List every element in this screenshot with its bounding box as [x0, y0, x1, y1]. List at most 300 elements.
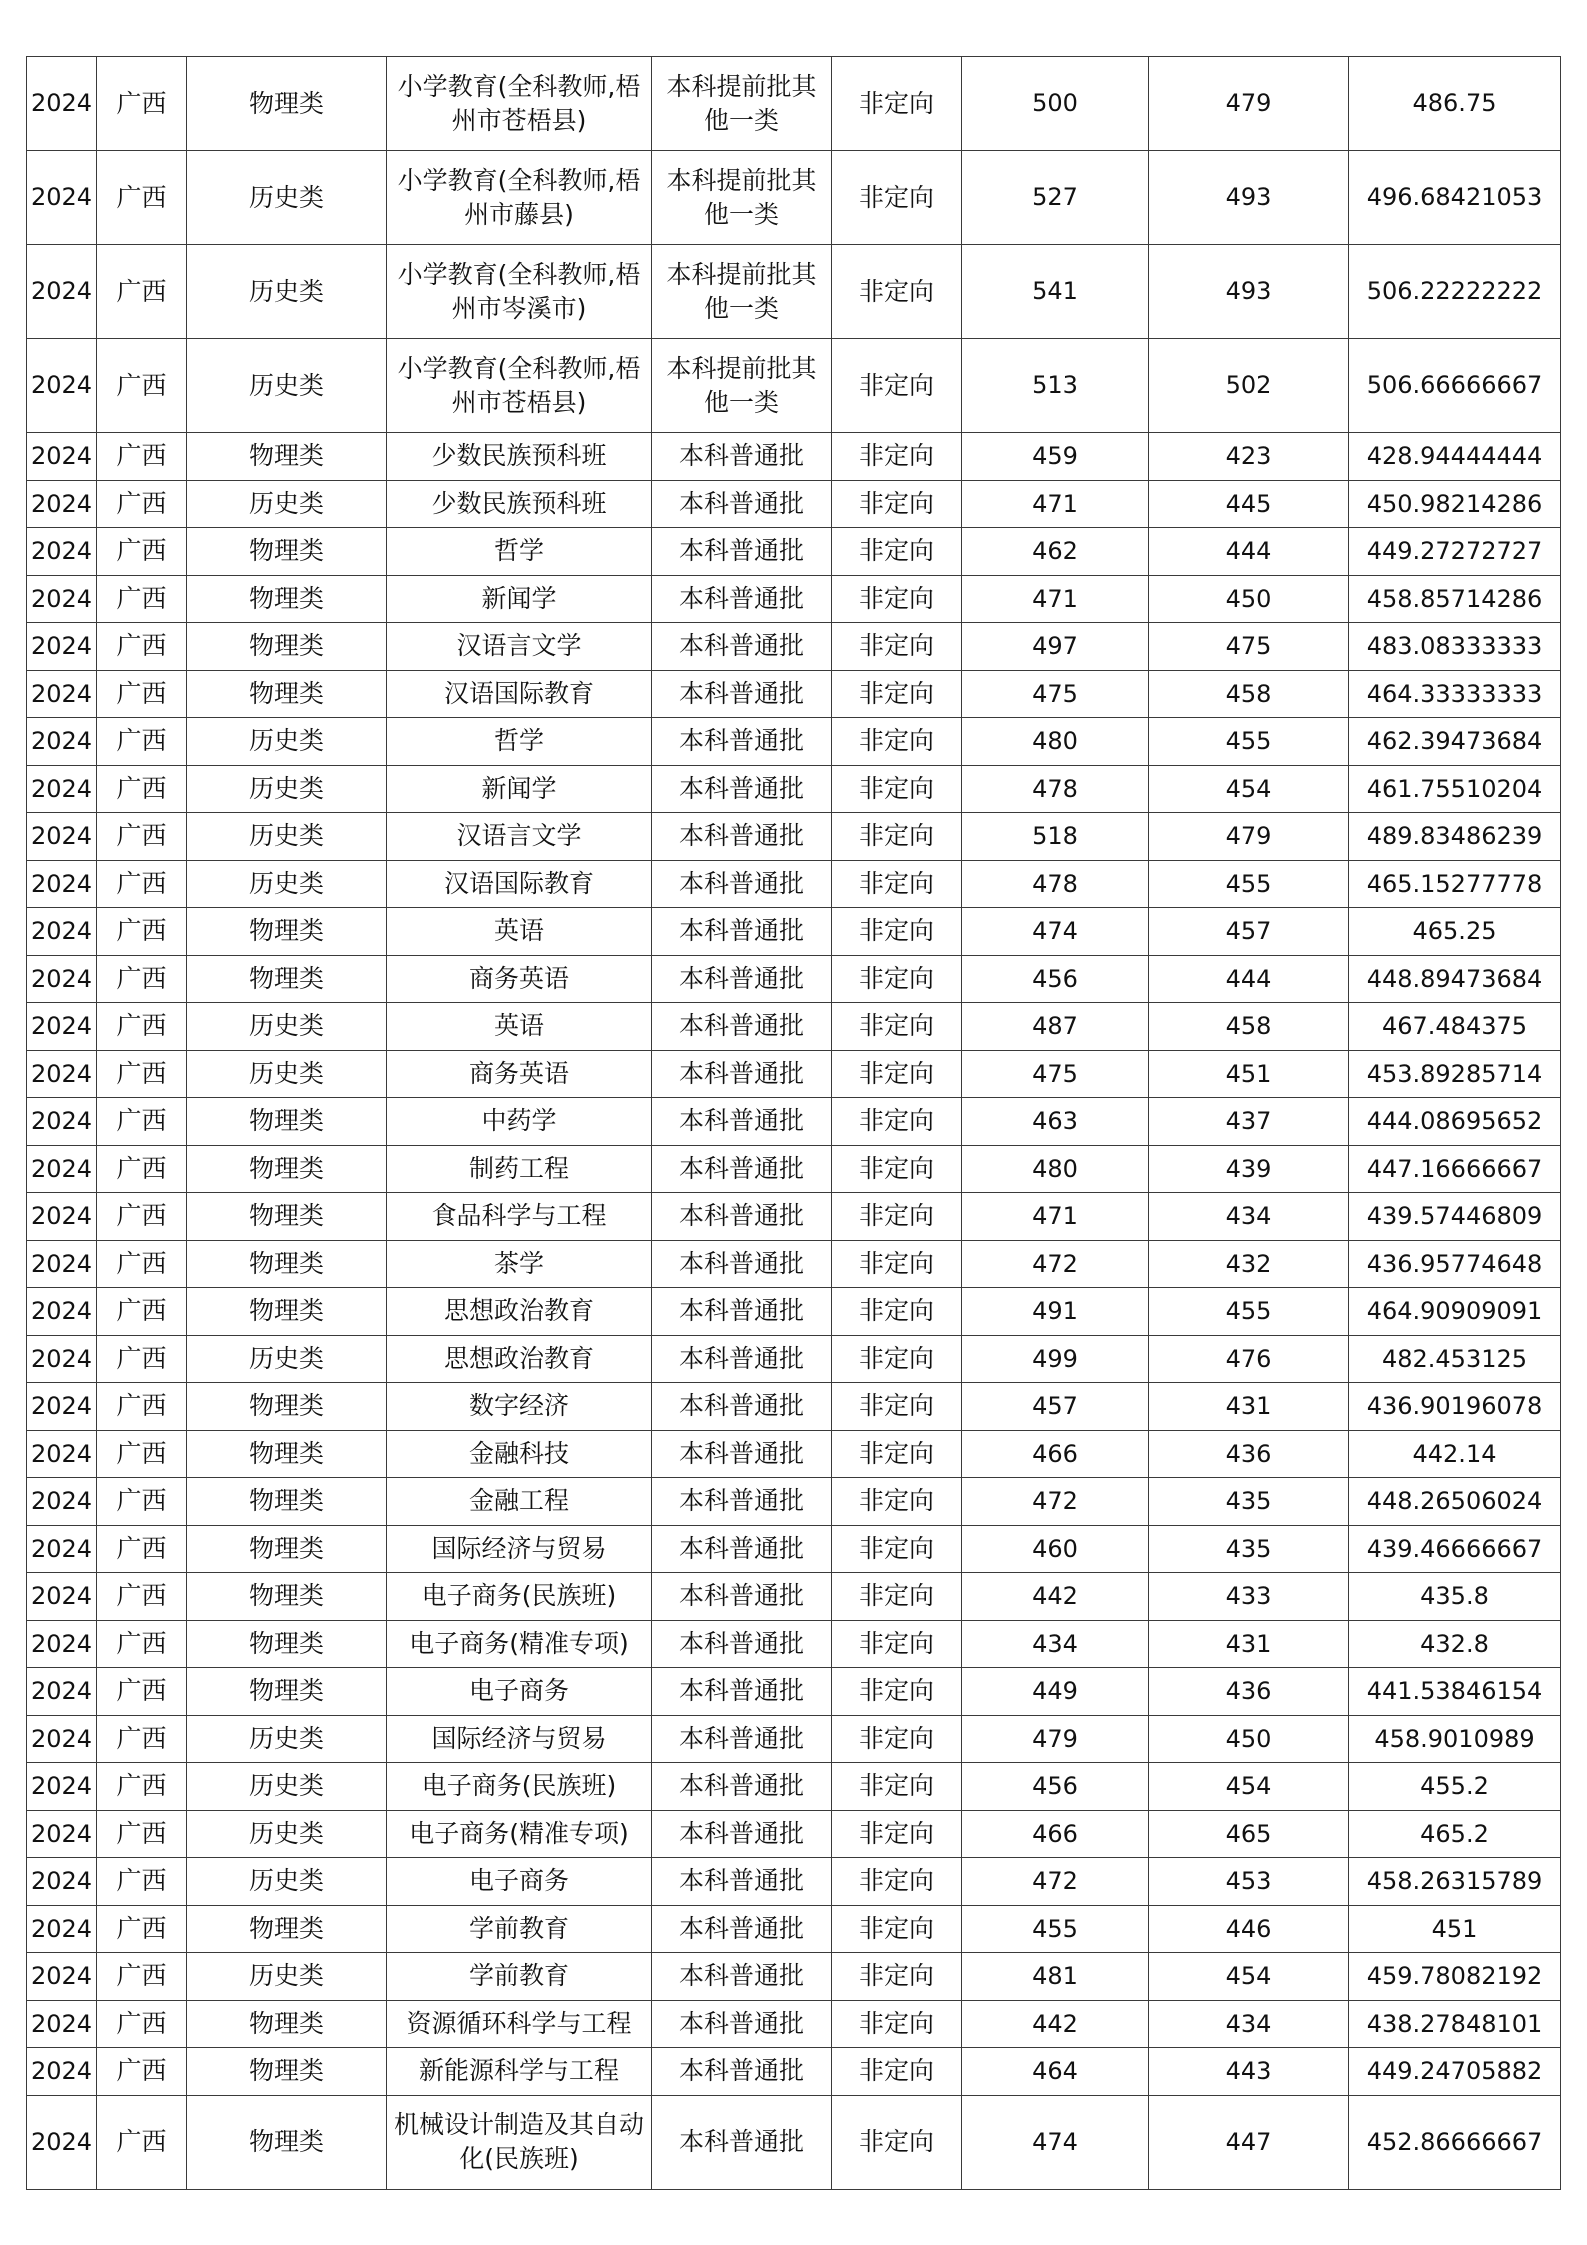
subject-category-cell: 历史类	[187, 1003, 387, 1051]
max-score-cell: 457	[962, 1383, 1149, 1431]
table-row	[27, 955, 1561, 1003]
avg-score-cell: 448.89473684	[1349, 955, 1561, 1003]
max-score-cell: 472	[962, 1478, 1149, 1526]
enrollment-type-cell: 非定向	[832, 2095, 962, 2189]
province-cell: 广西	[97, 718, 187, 766]
min-score-cell: 433	[1149, 1573, 1349, 1621]
major-cell: 新闻学	[387, 575, 652, 623]
avg-score-cell: 436.95774648	[1349, 1240, 1561, 1288]
table-row	[27, 1050, 1561, 1098]
min-score-cell: 437	[1149, 1098, 1349, 1146]
year-cell: 2024	[27, 1715, 97, 1763]
year-cell: 2024	[27, 480, 97, 528]
table-row	[27, 813, 1561, 861]
batch-cell: 本科普通批	[652, 1953, 832, 2001]
batch-cell: 本科普通批	[652, 1715, 832, 1763]
enrollment-type-cell: 非定向	[832, 1240, 962, 1288]
province-cell: 广西	[97, 151, 187, 245]
table-row	[27, 1763, 1561, 1811]
table-row	[27, 57, 1561, 151]
subject-category-cell: 历史类	[187, 813, 387, 861]
enrollment-type-cell: 非定向	[832, 1335, 962, 1383]
table-row	[27, 1098, 1561, 1146]
table-row	[27, 1383, 1561, 1431]
avg-score-cell: 482.453125	[1349, 1335, 1561, 1383]
min-score-cell: 435	[1149, 1525, 1349, 1573]
province-cell: 广西	[97, 2000, 187, 2048]
max-score-cell: 497	[962, 623, 1149, 671]
province-cell: 广西	[97, 765, 187, 813]
min-score-cell: 458	[1149, 1003, 1349, 1051]
major-cell: 英语	[387, 908, 652, 956]
min-score-cell: 434	[1149, 1193, 1349, 1241]
subject-category-cell: 物理类	[187, 528, 387, 576]
avg-score-cell: 496.68421053	[1349, 151, 1561, 245]
admission-score-table	[26, 56, 1561, 2190]
year-cell: 2024	[27, 908, 97, 956]
batch-cell: 本科提前批其他一类	[652, 245, 832, 339]
batch-cell: 本科普通批	[652, 1240, 832, 1288]
enrollment-type-cell: 非定向	[832, 528, 962, 576]
batch-cell: 本科普通批	[652, 623, 832, 671]
year-cell: 2024	[27, 1478, 97, 1526]
major-cell: 商务英语	[387, 955, 652, 1003]
province-cell: 广西	[97, 1953, 187, 2001]
year-cell: 2024	[27, 151, 97, 245]
batch-cell: 本科普通批	[652, 1193, 832, 1241]
avg-score-cell: 465.25	[1349, 908, 1561, 956]
table-row	[27, 1620, 1561, 1668]
major-cell: 哲学	[387, 718, 652, 766]
province-cell: 广西	[97, 1288, 187, 1336]
year-cell: 2024	[27, 1668, 97, 1716]
province-cell: 广西	[97, 1668, 187, 1716]
year-cell: 2024	[27, 623, 97, 671]
major-cell: 汉语国际教育	[387, 860, 652, 908]
year-cell: 2024	[27, 1145, 97, 1193]
avg-score-cell: 449.27272727	[1349, 528, 1561, 576]
subject-category-cell: 物理类	[187, 2000, 387, 2048]
enrollment-type-cell: 非定向	[832, 1953, 962, 2001]
max-score-cell: 449	[962, 1668, 1149, 1716]
table-row	[27, 575, 1561, 623]
avg-score-cell: 489.83486239	[1349, 813, 1561, 861]
province-cell: 广西	[97, 575, 187, 623]
avg-score-cell: 462.39473684	[1349, 718, 1561, 766]
major-cell: 食品科学与工程	[387, 1193, 652, 1241]
major-cell: 资源循环科学与工程	[387, 2000, 652, 2048]
batch-cell: 本科普通批	[652, 1573, 832, 1621]
year-cell: 2024	[27, 1953, 97, 2001]
batch-cell: 本科普通批	[652, 480, 832, 528]
year-cell: 2024	[27, 1573, 97, 1621]
min-score-cell: 476	[1149, 1335, 1349, 1383]
max-score-cell: 475	[962, 670, 1149, 718]
table-row	[27, 1953, 1561, 2001]
batch-cell: 本科普通批	[652, 1858, 832, 1906]
batch-cell: 本科普通批	[652, 670, 832, 718]
major-cell: 汉语国际教育	[387, 670, 652, 718]
major-cell: 小学教育(全科教师,梧州市苍梧县)	[387, 339, 652, 433]
avg-score-cell: 458.26315789	[1349, 1858, 1561, 1906]
year-cell: 2024	[27, 1050, 97, 1098]
min-score-cell: 502	[1149, 339, 1349, 433]
subject-category-cell: 物理类	[187, 2095, 387, 2189]
table-row	[27, 1810, 1561, 1858]
year-cell: 2024	[27, 2000, 97, 2048]
year-cell: 2024	[27, 1288, 97, 1336]
table-row	[27, 2095, 1561, 2189]
batch-cell: 本科普通批	[652, 1525, 832, 1573]
subject-category-cell: 历史类	[187, 1763, 387, 1811]
year-cell: 2024	[27, 955, 97, 1003]
subject-category-cell: 历史类	[187, 245, 387, 339]
min-score-cell: 434	[1149, 2000, 1349, 2048]
enrollment-type-cell: 非定向	[832, 1003, 962, 1051]
avg-score-cell: 436.90196078	[1349, 1383, 1561, 1431]
province-cell: 广西	[97, 1383, 187, 1431]
batch-cell: 本科普通批	[652, 1430, 832, 1478]
enrollment-type-cell: 非定向	[832, 1620, 962, 1668]
year-cell: 2024	[27, 1810, 97, 1858]
max-score-cell: 456	[962, 955, 1149, 1003]
subject-category-cell: 历史类	[187, 1715, 387, 1763]
min-score-cell: 475	[1149, 623, 1349, 671]
avg-score-cell: 459.78082192	[1349, 1953, 1561, 2001]
min-score-cell: 454	[1149, 1953, 1349, 2001]
major-cell: 电子商务(民族班)	[387, 1763, 652, 1811]
table-row	[27, 528, 1561, 576]
table-body	[27, 57, 1561, 2190]
year-cell: 2024	[27, 718, 97, 766]
enrollment-type-cell: 非定向	[832, 813, 962, 861]
year-cell: 2024	[27, 245, 97, 339]
year-cell: 2024	[27, 1858, 97, 1906]
subject-category-cell: 物理类	[187, 1193, 387, 1241]
table-row	[27, 2000, 1561, 2048]
max-score-cell: 442	[962, 1573, 1149, 1621]
subject-category-cell: 历史类	[187, 1050, 387, 1098]
year-cell: 2024	[27, 765, 97, 813]
min-score-cell: 493	[1149, 151, 1349, 245]
max-score-cell: 499	[962, 1335, 1149, 1383]
major-cell: 国际经济与贸易	[387, 1525, 652, 1573]
major-cell: 电子商务	[387, 1858, 652, 1906]
table-row	[27, 1145, 1561, 1193]
min-score-cell: 423	[1149, 433, 1349, 481]
max-score-cell: 460	[962, 1525, 1149, 1573]
max-score-cell: 474	[962, 2095, 1149, 2189]
table-row	[27, 1288, 1561, 1336]
enrollment-type-cell: 非定向	[832, 765, 962, 813]
major-cell: 新闻学	[387, 765, 652, 813]
max-score-cell: 455	[962, 1905, 1149, 1953]
max-score-cell: 442	[962, 2000, 1149, 2048]
max-score-cell: 471	[962, 1193, 1149, 1241]
enrollment-type-cell: 非定向	[832, 1810, 962, 1858]
table-row	[27, 1003, 1561, 1051]
enrollment-type-cell: 非定向	[832, 955, 962, 1003]
batch-cell: 本科普通批	[652, 908, 832, 956]
batch-cell: 本科提前批其他一类	[652, 151, 832, 245]
subject-category-cell: 物理类	[187, 1478, 387, 1526]
subject-category-cell: 物理类	[187, 57, 387, 151]
major-cell: 学前教育	[387, 1953, 652, 2001]
avg-score-cell: 455.2	[1349, 1763, 1561, 1811]
province-cell: 广西	[97, 1193, 187, 1241]
major-cell: 少数民族预科班	[387, 480, 652, 528]
major-cell: 哲学	[387, 528, 652, 576]
table-row	[27, 433, 1561, 481]
major-cell: 制药工程	[387, 1145, 652, 1193]
min-score-cell: 431	[1149, 1620, 1349, 1668]
max-score-cell: 478	[962, 860, 1149, 908]
province-cell: 广西	[97, 623, 187, 671]
avg-score-cell: 506.66666667	[1349, 339, 1561, 433]
year-cell: 2024	[27, 1335, 97, 1383]
enrollment-type-cell: 非定向	[832, 245, 962, 339]
avg-score-cell: 450.98214286	[1349, 480, 1561, 528]
min-score-cell: 447	[1149, 2095, 1349, 2189]
enrollment-type-cell: 非定向	[832, 2048, 962, 2096]
avg-score-cell: 461.75510204	[1349, 765, 1561, 813]
major-cell: 电子商务(精准专项)	[387, 1810, 652, 1858]
subject-category-cell: 历史类	[187, 718, 387, 766]
province-cell: 广西	[97, 433, 187, 481]
batch-cell: 本科提前批其他一类	[652, 339, 832, 433]
major-cell: 学前教育	[387, 1905, 652, 1953]
min-score-cell: 444	[1149, 955, 1349, 1003]
avg-score-cell: 432.8	[1349, 1620, 1561, 1668]
province-cell: 广西	[97, 1620, 187, 1668]
table-row	[27, 1240, 1561, 1288]
max-score-cell: 463	[962, 1098, 1149, 1146]
avg-score-cell: 467.484375	[1349, 1003, 1561, 1051]
enrollment-type-cell: 非定向	[832, 1905, 962, 1953]
min-score-cell: 444	[1149, 528, 1349, 576]
batch-cell: 本科普通批	[652, 765, 832, 813]
max-score-cell: 464	[962, 2048, 1149, 2096]
year-cell: 2024	[27, 1193, 97, 1241]
year-cell: 2024	[27, 1003, 97, 1051]
province-cell: 广西	[97, 57, 187, 151]
avg-score-cell: 452.86666667	[1349, 2095, 1561, 2189]
major-cell: 小学教育(全科教师,梧州市藤县)	[387, 151, 652, 245]
enrollment-type-cell: 非定向	[832, 1050, 962, 1098]
batch-cell: 本科普通批	[652, 955, 832, 1003]
avg-score-cell: 458.9010989	[1349, 1715, 1561, 1763]
max-score-cell: 462	[962, 528, 1149, 576]
enrollment-type-cell: 非定向	[832, 575, 962, 623]
min-score-cell: 431	[1149, 1383, 1349, 1431]
min-score-cell: 457	[1149, 908, 1349, 956]
avg-score-cell: 453.89285714	[1349, 1050, 1561, 1098]
min-score-cell: 432	[1149, 1240, 1349, 1288]
province-cell: 广西	[97, 2095, 187, 2189]
major-cell: 商务英语	[387, 1050, 652, 1098]
table-row	[27, 1478, 1561, 1526]
major-cell: 汉语言文学	[387, 623, 652, 671]
province-cell: 广西	[97, 908, 187, 956]
subject-category-cell: 物理类	[187, 1240, 387, 1288]
province-cell: 广西	[97, 1050, 187, 1098]
subject-category-cell: 物理类	[187, 1430, 387, 1478]
batch-cell: 本科普通批	[652, 813, 832, 861]
subject-category-cell: 物理类	[187, 1383, 387, 1431]
batch-cell: 本科普通批	[652, 2000, 832, 2048]
province-cell: 广西	[97, 1240, 187, 1288]
subject-category-cell: 物理类	[187, 955, 387, 1003]
max-score-cell: 471	[962, 480, 1149, 528]
batch-cell: 本科普通批	[652, 2048, 832, 2096]
avg-score-cell: 439.57446809	[1349, 1193, 1561, 1241]
subject-category-cell: 物理类	[187, 670, 387, 718]
min-score-cell: 454	[1149, 1763, 1349, 1811]
major-cell: 茶学	[387, 1240, 652, 1288]
subject-category-cell: 物理类	[187, 1288, 387, 1336]
year-cell: 2024	[27, 575, 97, 623]
table-row	[27, 1430, 1561, 1478]
province-cell: 广西	[97, 1098, 187, 1146]
batch-cell: 本科普通批	[652, 1098, 832, 1146]
year-cell: 2024	[27, 670, 97, 718]
table-row	[27, 1573, 1561, 1621]
major-cell: 思想政治教育	[387, 1288, 652, 1336]
major-cell: 汉语言文学	[387, 813, 652, 861]
province-cell: 广西	[97, 1145, 187, 1193]
table-row	[27, 2048, 1561, 2096]
min-score-cell: 436	[1149, 1430, 1349, 1478]
min-score-cell: 439	[1149, 1145, 1349, 1193]
max-score-cell: 487	[962, 1003, 1149, 1051]
major-cell: 中药学	[387, 1098, 652, 1146]
province-cell: 广西	[97, 670, 187, 718]
min-score-cell: 450	[1149, 575, 1349, 623]
province-cell: 广西	[97, 480, 187, 528]
batch-cell: 本科普通批	[652, 2095, 832, 2189]
province-cell: 广西	[97, 1763, 187, 1811]
enrollment-type-cell: 非定向	[832, 1098, 962, 1146]
table-row	[27, 1193, 1561, 1241]
subject-category-cell: 历史类	[187, 1335, 387, 1383]
batch-cell: 本科普通批	[652, 1763, 832, 1811]
enrollment-type-cell: 非定向	[832, 1478, 962, 1526]
avg-score-cell: 448.26506024	[1349, 1478, 1561, 1526]
batch-cell: 本科普通批	[652, 1288, 832, 1336]
table-row	[27, 1525, 1561, 1573]
batch-cell: 本科普通批	[652, 1383, 832, 1431]
avg-score-cell: 438.27848101	[1349, 2000, 1561, 2048]
min-score-cell: 450	[1149, 1715, 1349, 1763]
max-score-cell: 527	[962, 151, 1149, 245]
batch-cell: 本科普通批	[652, 860, 832, 908]
major-cell: 金融工程	[387, 1478, 652, 1526]
subject-category-cell: 历史类	[187, 339, 387, 433]
min-score-cell: 493	[1149, 245, 1349, 339]
batch-cell: 本科普通批	[652, 1620, 832, 1668]
avg-score-cell: 428.94444444	[1349, 433, 1561, 481]
min-score-cell: 453	[1149, 1858, 1349, 1906]
province-cell: 广西	[97, 1525, 187, 1573]
subject-category-cell: 物理类	[187, 1098, 387, 1146]
table-row	[27, 339, 1561, 433]
max-score-cell: 472	[962, 1240, 1149, 1288]
min-score-cell: 443	[1149, 2048, 1349, 2096]
avg-score-cell: 435.8	[1349, 1573, 1561, 1621]
major-cell: 小学教育(全科教师,梧州市苍梧县)	[387, 57, 652, 151]
year-cell: 2024	[27, 1430, 97, 1478]
year-cell: 2024	[27, 860, 97, 908]
province-cell: 广西	[97, 1335, 187, 1383]
province-cell: 广西	[97, 1905, 187, 1953]
enrollment-type-cell: 非定向	[832, 433, 962, 481]
table-row	[27, 908, 1561, 956]
batch-cell: 本科普通批	[652, 1145, 832, 1193]
batch-cell: 本科普通批	[652, 718, 832, 766]
year-cell: 2024	[27, 57, 97, 151]
min-score-cell: 465	[1149, 1810, 1349, 1858]
year-cell: 2024	[27, 1763, 97, 1811]
batch-cell: 本科普通批	[652, 1050, 832, 1098]
province-cell: 广西	[97, 1478, 187, 1526]
min-score-cell: 455	[1149, 860, 1349, 908]
major-cell: 新能源科学与工程	[387, 2048, 652, 2096]
enrollment-type-cell: 非定向	[832, 1715, 962, 1763]
subject-category-cell: 物理类	[187, 1525, 387, 1573]
table-row	[27, 1668, 1561, 1716]
enrollment-type-cell: 非定向	[832, 1145, 962, 1193]
table-row	[27, 245, 1561, 339]
avg-score-cell: 451	[1349, 1905, 1561, 1953]
enrollment-type-cell: 非定向	[832, 908, 962, 956]
year-cell: 2024	[27, 2095, 97, 2189]
province-cell: 广西	[97, 1715, 187, 1763]
enrollment-type-cell: 非定向	[832, 1668, 962, 1716]
year-cell: 2024	[27, 1905, 97, 1953]
avg-score-cell: 439.46666667	[1349, 1525, 1561, 1573]
table-row	[27, 480, 1561, 528]
min-score-cell: 454	[1149, 765, 1349, 813]
max-score-cell: 480	[962, 718, 1149, 766]
avg-score-cell: 441.53846154	[1349, 1668, 1561, 1716]
major-cell: 电子商务	[387, 1668, 652, 1716]
subject-category-cell: 物理类	[187, 1668, 387, 1716]
enrollment-type-cell: 非定向	[832, 1430, 962, 1478]
batch-cell: 本科提前批其他一类	[652, 57, 832, 151]
subject-category-cell: 历史类	[187, 151, 387, 245]
avg-score-cell: 458.85714286	[1349, 575, 1561, 623]
province-cell: 广西	[97, 1810, 187, 1858]
year-cell: 2024	[27, 1383, 97, 1431]
max-score-cell: 541	[962, 245, 1149, 339]
table-row	[27, 718, 1561, 766]
batch-cell: 本科普通批	[652, 1810, 832, 1858]
table-row	[27, 151, 1561, 245]
min-score-cell: 479	[1149, 57, 1349, 151]
subject-category-cell: 历史类	[187, 1953, 387, 2001]
min-score-cell: 436	[1149, 1668, 1349, 1716]
year-cell: 2024	[27, 1098, 97, 1146]
table-row	[27, 765, 1561, 813]
major-cell: 少数民族预科班	[387, 433, 652, 481]
enrollment-type-cell: 非定向	[832, 718, 962, 766]
batch-cell: 本科普通批	[652, 1335, 832, 1383]
year-cell: 2024	[27, 1620, 97, 1668]
major-cell: 小学教育(全科教师,梧州市岑溪市)	[387, 245, 652, 339]
max-score-cell: 456	[962, 1763, 1149, 1811]
enrollment-type-cell: 非定向	[832, 480, 962, 528]
province-cell: 广西	[97, 528, 187, 576]
